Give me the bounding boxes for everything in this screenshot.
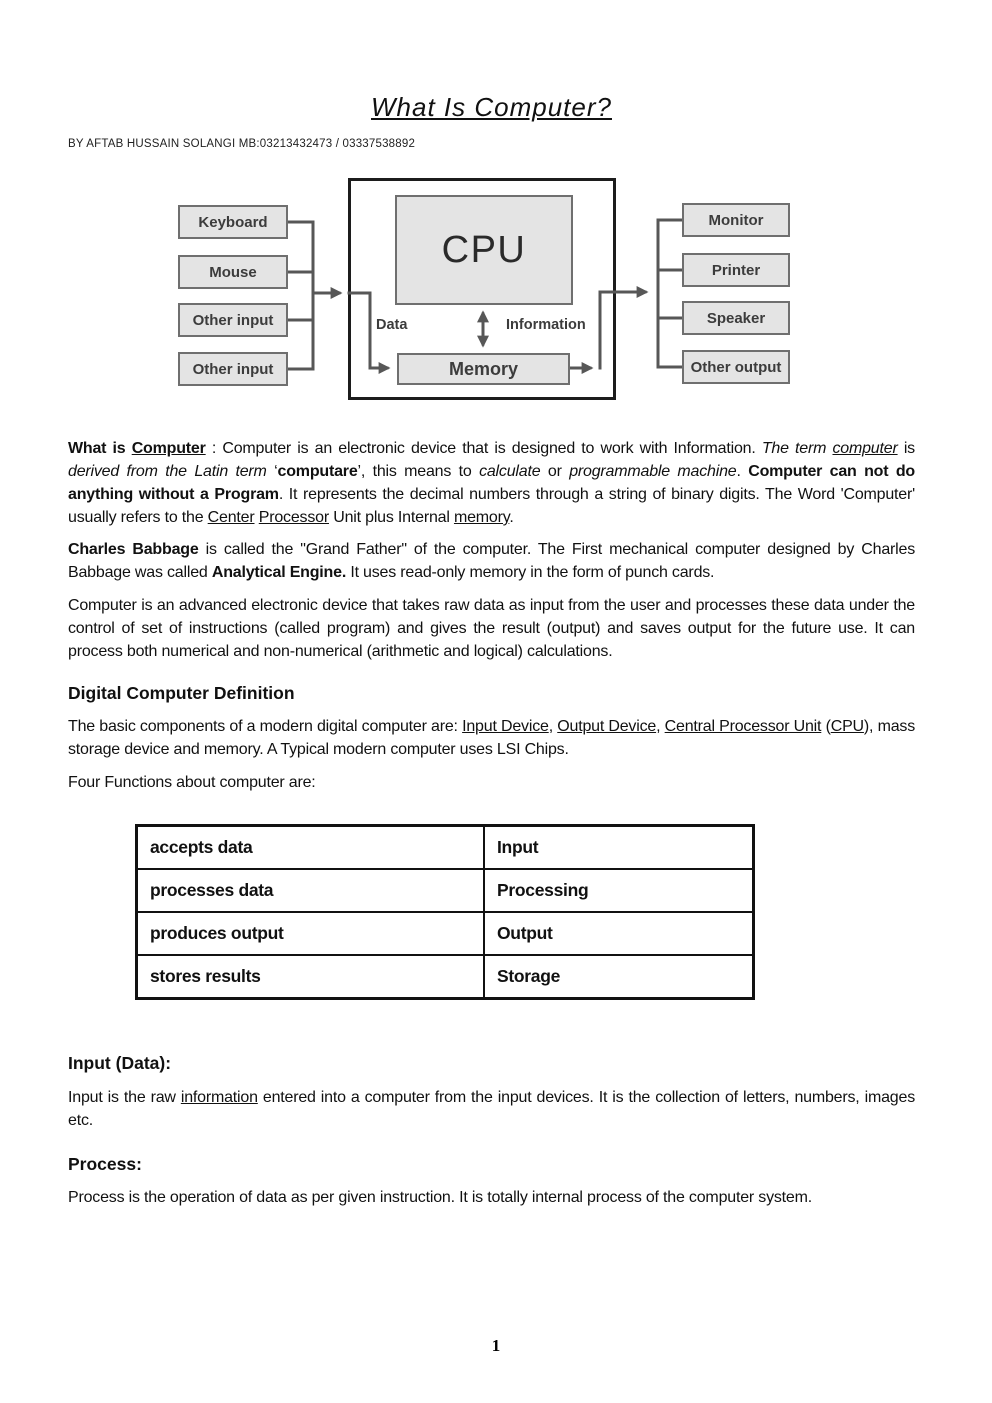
paragraph-input: Input is the raw information entered into a computer from the input devices. It is the collection of letters, numbers, images etc. [68,1089,915,1129]
heading-digital-computer-definition: Digital Computer Definition [68,683,295,703]
table-row [137,912,754,955]
diagram-box-memory: Memory [397,353,570,385]
diagram-box-mouse: Mouse [178,255,288,289]
table-cell-function: processes data [137,869,485,912]
data-label: Data [376,317,408,333]
diagram-box-printer: Printer [682,253,790,287]
page-number: 1 [491,1336,501,1355]
paragraph-what-is-computer: What is Computer : Computer is an electronic device that is designed to work with Information. The term computer is derived from the Latin term ‘computare’, this means to calculate or programmable machine. Computer can not do anything without a Program. It represents the decimal numbers through a string of binary digits. The Word 'Computer' usually refers to the Center Processor Unit plus Internal memory. [68,440,915,526]
table-cell-function: produces output [137,912,485,955]
table-cell-function: stores results [137,955,485,999]
paragraph-advanced-device: Computer is an advanced electronic device that takes raw data as input from the user and processes these data under the control of set of instructions (called program) and gives the result (output) and saves output for the future use. It can process both numerical and non-numerical (arithmetic and logical) calculations. [68,597,915,660]
four-functions-line: Four Functions about computer are: [68,774,316,791]
diagram-box-other-input-1: Other input [178,303,288,337]
table-row [137,826,754,870]
table-cell-function: accepts data [137,826,485,870]
diagram-box-other-output: Other output [682,350,790,384]
functions-table [135,824,755,1000]
diagram-box-other-input-2: Other input [178,352,288,386]
output-stubs [658,220,682,367]
information-label: Information [506,317,586,333]
diagram-box-cpu: CPU [395,195,573,305]
output-arrow [600,292,645,368]
byline: BY AFTAB HUSSAIN SOLANGI MB:03213432473 / 03337538892 [68,138,416,150]
diagram-box-keyboard: Keyboard [178,205,288,239]
computer-block-diagram [150,172,820,407]
page-title: What Is Computer? [371,92,612,122]
table-cell-name: Input [484,826,754,870]
paragraph-basic-components: The basic components of a modern digital computer are: Input Device, Output Device, Central Processor Unit (CPU), mass storage device and memory. A Typical modern computer uses LSI Chips. [68,718,916,758]
diagram-box-speaker: Speaker [682,301,790,335]
input-stubs [288,222,313,369]
table-cell-name: Storage [484,955,754,999]
table-cell-name: Processing [484,869,754,912]
paragraph-charles-babbage: Charles Babbage is called the "Grand Father" of the computer. The First mechanical computer designed by Charles Babbage was called Analytical Engine. It uses read-only memory in the form of punch cards. [68,541,915,581]
table-cell-name: Output [484,912,754,955]
paragraph-process: Process is the operation of data as per given instruction. It is totally internal process of the computer system. [68,1189,812,1206]
table-row [137,955,754,999]
heading-process: Process: [68,1154,142,1174]
table-row [137,869,754,912]
diagram-box-monitor: Monitor [682,203,790,237]
heading-input-data: Input (Data): [68,1053,172,1073]
